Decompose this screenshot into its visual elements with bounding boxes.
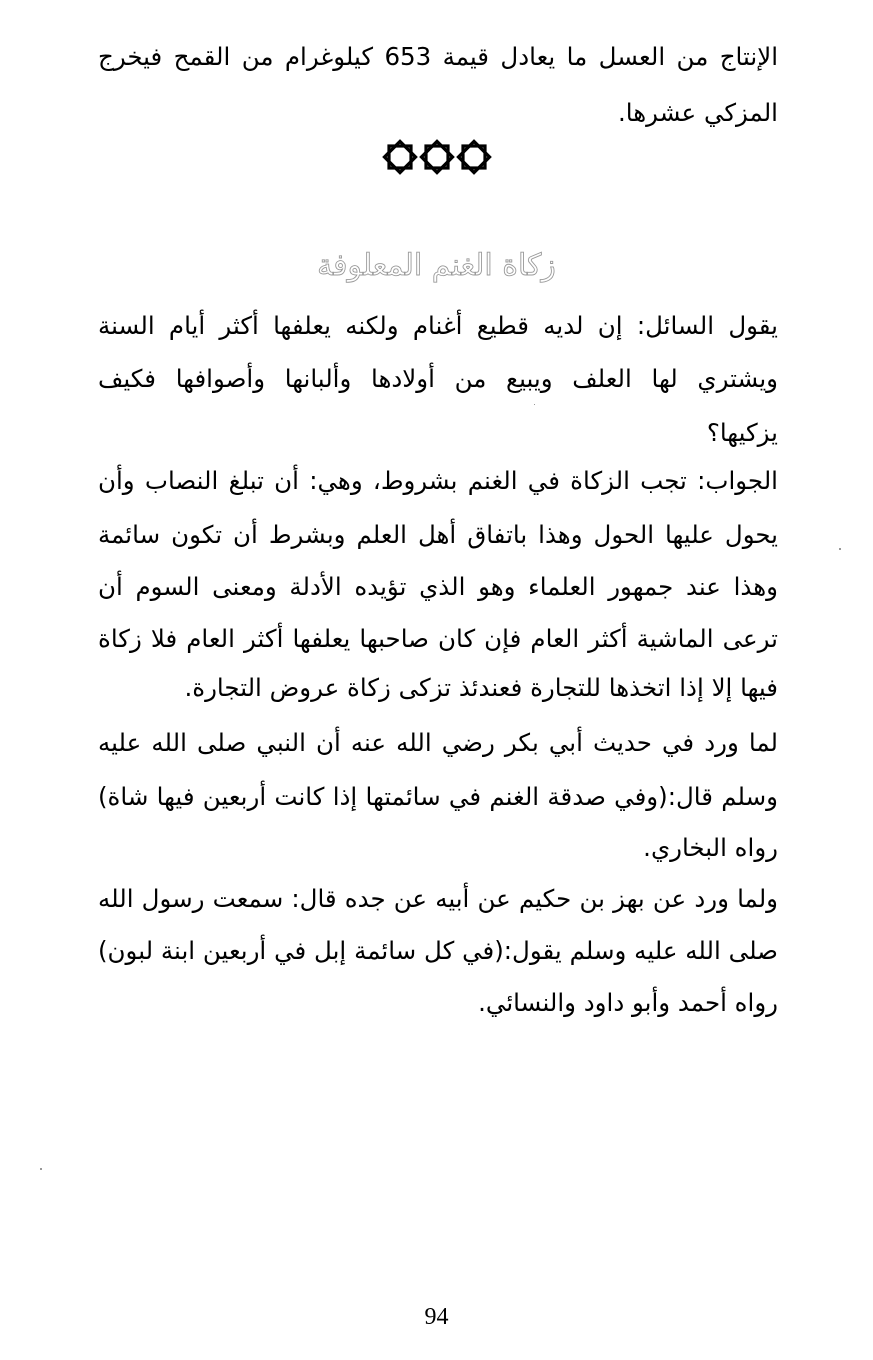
page-number: 94 bbox=[424, 1304, 449, 1330]
intro-line-2: المزكي عشرها. bbox=[618, 98, 778, 127]
hadith1-line-1: لما ورد في حديث أبي بكر رضي الله عنه أن النبي صلى الله عليه bbox=[98, 728, 778, 757]
scan-speck bbox=[534, 404, 535, 405]
section-divider-ornament bbox=[0, 138, 873, 180]
answer-line-3: وهذا عند جمهور العلماء وهو الذي تؤيده الأدلة ومعنى السوم أن bbox=[98, 572, 778, 601]
question-line-1: يقول السائل: إن لديه قطيع أغنام ولكنه يعلفها أكثر أيام السنة bbox=[98, 311, 778, 340]
hadith1-line-2: وسلم قال:(وفي صدقة الغنم في سائمتها إذا كانت أربعين فيها شاة) bbox=[98, 782, 778, 811]
intro-line-1: الإنتاج من العسل ما يعادل قيمة 653 كيلوغرام من القمح فيخرج bbox=[98, 42, 778, 71]
hadith2-line-3: رواه أحمد وأبو داود والنسائي. bbox=[478, 988, 778, 1017]
hadith1-line-3: رواه البخاري. bbox=[643, 833, 778, 862]
answer-line-5: فيها إلا إذا اتخذها للتجارة فعندئذ تزكى زكاة عروض التجارة. bbox=[184, 673, 778, 702]
section-heading: زكاة الغنم المعلوفة bbox=[317, 248, 556, 283]
scan-speck bbox=[839, 548, 841, 550]
question-line-2: ويشتري لها العلف ويبيع من أولادها وألبانها وأصوافها فكيف bbox=[98, 364, 778, 393]
question-line-3: يزكيها؟ bbox=[706, 418, 778, 447]
answer-line-2: يحول عليها الحول وهذا باتفاق أهل العلم وبشرط أن تكون سائمة bbox=[98, 520, 778, 549]
answer-line-1: الجواب: تجب الزكاة في الغنم بشروط، وهي: أن تبلغ النصاب وأن bbox=[98, 466, 778, 495]
hadith2-line-1: ولما ورد عن بهز بن حكيم عن أبيه عن جده قال: سمعت رسول الله bbox=[98, 884, 778, 913]
hadith2-line-2: صلى الله عليه وسلم يقول:(في كل سائمة إبل في أربعين ابنة لبون) bbox=[98, 936, 778, 965]
star-ornament-icon bbox=[381, 138, 493, 176]
answer-line-4: ترعى الماشية أكثر العام فإن كان صاحبها يعلفها أكثر العام فلا زكاة bbox=[98, 624, 778, 653]
scan-speck bbox=[40, 1168, 42, 1170]
